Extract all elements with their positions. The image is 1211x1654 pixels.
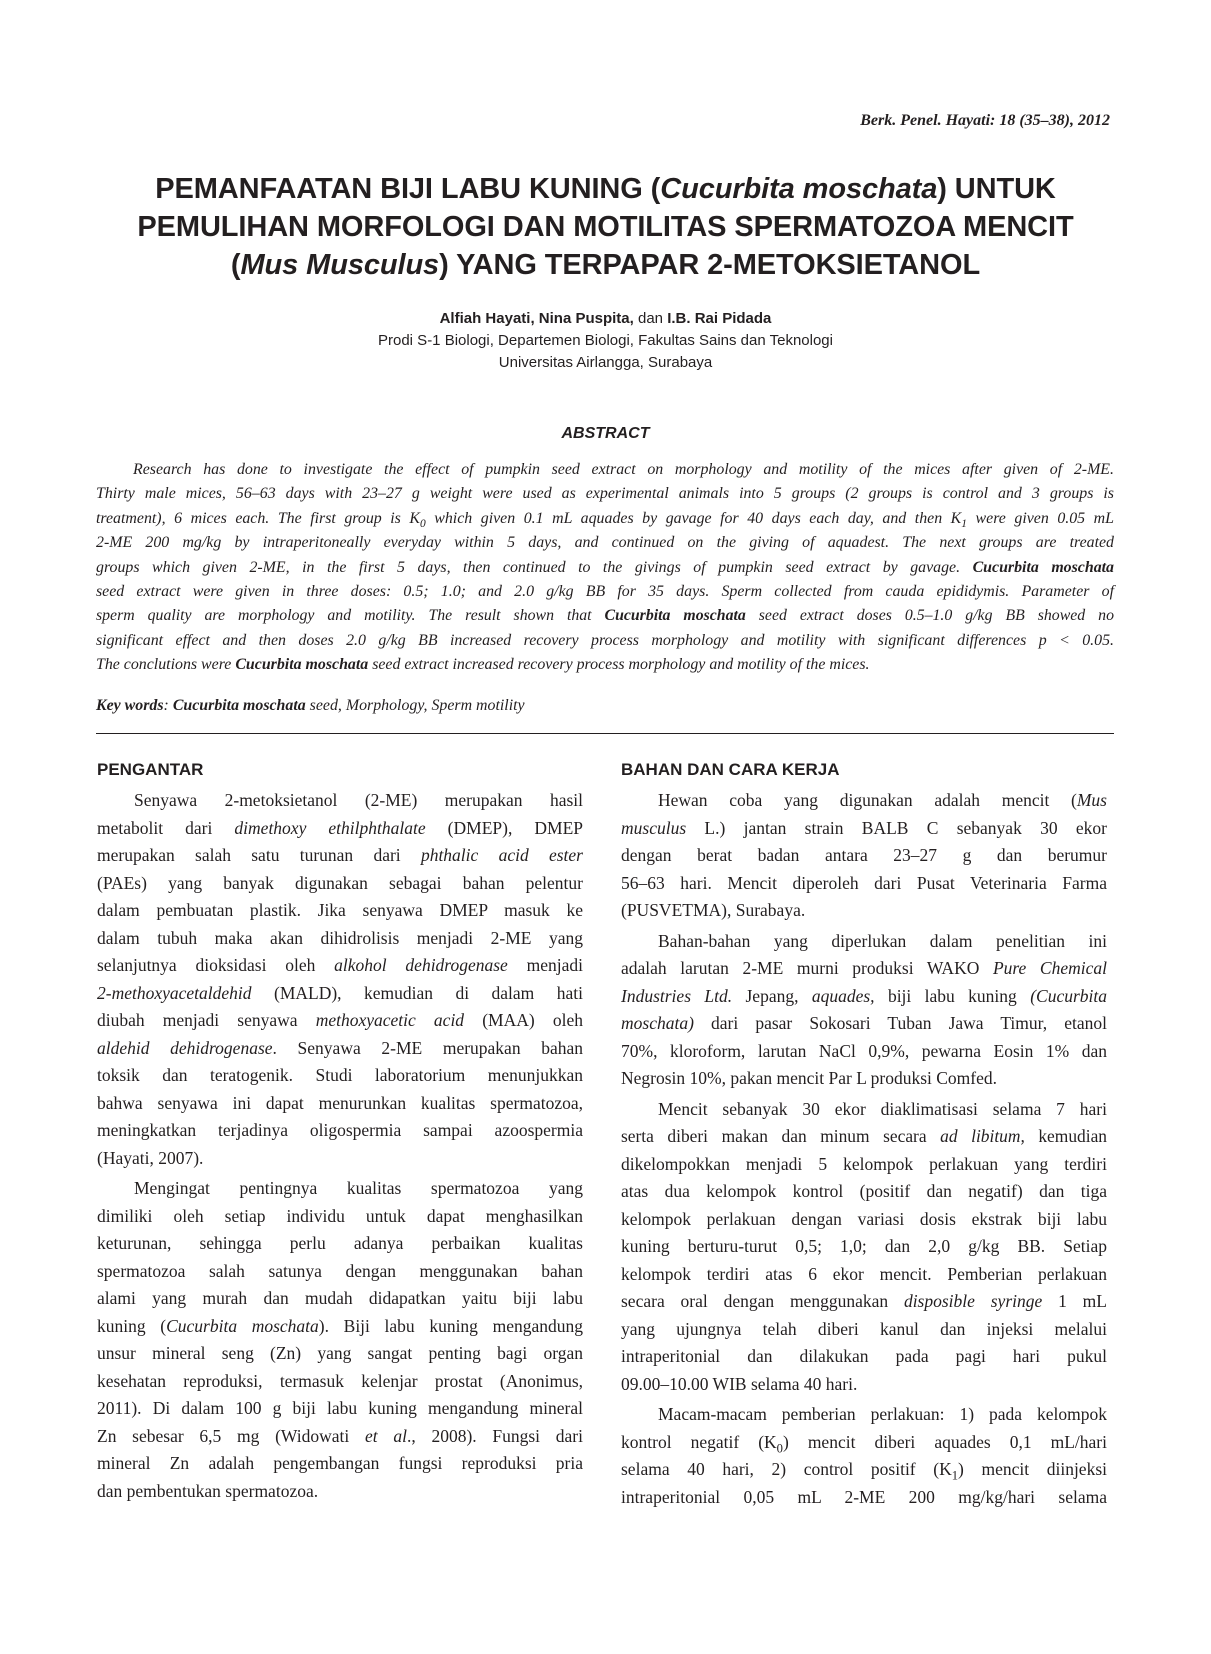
- term: (Cucurbita: [1030, 985, 1107, 1006]
- term: 2-methoxyacetaldehid: [97, 982, 252, 1003]
- keywords-label: Key words: [96, 697, 164, 714]
- author-block: [96, 308, 1115, 374]
- text-line: keturunan, sehingga perlu adanya perbaikan kualitas: [97, 1233, 583, 1253]
- text-line: kelompok perlakuan dengan variasi dosis ekstrak biji labu: [621, 1208, 1107, 1229]
- text-line: dikelompokkan menjadi 5 kelompok perlakuan yang terdiri: [621, 1153, 1107, 1174]
- text-line: kuning berturu-turut 0,5; 1,0; dan 2,0 g/kg BB. Setiap: [621, 1236, 1107, 1256]
- text-line: kelompok terdiri atas 6 ekor mencit. Pemberian perlakuan: [621, 1263, 1107, 1284]
- left-column: [97, 760, 583, 1508]
- keywords-line: [96, 697, 525, 715]
- paragraph: [621, 1096, 1107, 1399]
- term: alkohol dehidrogenase: [334, 955, 508, 975]
- title-text: PEMANFAATAN BIJI LABU KUNING (: [155, 173, 661, 205]
- text: selama 40 hari, 2) control positif (K: [621, 1459, 952, 1479]
- species-name: Cucurbita moschata: [604, 607, 746, 625]
- text: diubah menjadi senyawa: [97, 1010, 316, 1030]
- title-line: PEMULIHAN MORFOLOGI DAN MOTILITAS SPERMATOZOA MENCIT: [137, 211, 1074, 243]
- article-title: [96, 170, 1115, 284]
- text: ) mencit diberi aquades 0,1 mL/hari: [782, 1431, 1107, 1452]
- text-line: [621, 1456, 1107, 1484]
- right-column: [621, 760, 1107, 1514]
- abstract-text: groups which given 2-ME, in the first 5 days, then continued to the givings of pumpkin seed extract by gavage.: [96, 558, 973, 576]
- term: Mus: [1076, 790, 1107, 810]
- text-line: Senyawa 2-metoksietanol (2-ME) merupakan hasil: [134, 790, 583, 810]
- paragraph: [621, 1401, 1107, 1511]
- text: (MALD), kemudian di dalam hati: [251, 982, 583, 1003]
- text-line: (PUSVETMA), Surabaya.: [621, 900, 806, 920]
- text: dari pasar Sokosari Tuban Jawa Timur, etanol: [693, 1013, 1107, 1033]
- term: methoxyacetic acid: [315, 1010, 465, 1030]
- abstract-text: The conclutions were: [96, 656, 236, 674]
- affiliation: Prodi S-1 Biologi, Departemen Biologi, Fakultas Sains dan Teknologi: [378, 332, 833, 349]
- abstract-line: [96, 604, 1114, 628]
- text: Jepang,: [732, 985, 812, 1006]
- keywords-colon: :: [163, 697, 173, 714]
- text-line: (Hayati, 2007).: [97, 1147, 204, 1168]
- text: secara oral dengan menggunakan: [621, 1291, 904, 1311]
- text-line: [97, 815, 583, 843]
- journal-citation: Berk. Penel. Hayati: 18 (35–38), 2012: [860, 112, 1110, 129]
- text-line: [97, 952, 583, 980]
- author-name: Alfiah Hayati, Nina Puspita,: [439, 310, 634, 327]
- abstract-line: [96, 653, 1114, 677]
- abstract-line: seed extract were given in three doses: 0.5; 1.0; and 2.0 g/kg BB for 35 days. Sperm collected from cauda epididymis. Parameter of: [96, 583, 1114, 601]
- text-line: Macam-macam pemberian perlakuan: 1) pada kelompok: [658, 1404, 1107, 1424]
- text: serta diberi makan dan minum secara: [621, 1126, 941, 1146]
- text: menjadi: [507, 955, 583, 975]
- abstract-line: [96, 556, 1114, 580]
- text-line: [621, 1123, 1107, 1151]
- text-line: Mengingat pentingnya kualitas spermatozoa yang: [134, 1178, 583, 1198]
- text: ., 2008). Fungsi dari: [406, 1425, 583, 1446]
- text-line: [621, 955, 1107, 983]
- text-line: dan pembentukan spermatozoa.: [97, 1480, 319, 1501]
- text: metabolit dari: [97, 817, 235, 838]
- text-line: meningkatkan terjadinya oligospermia sampai azoospermia: [97, 1120, 583, 1140]
- text: ). Biji labu kuning mengandung: [318, 1315, 583, 1336]
- text: kemudian: [1024, 1126, 1107, 1146]
- section-divider: [96, 733, 1114, 734]
- title-species: Cucurbita moschata: [660, 173, 938, 205]
- author-names: [96, 308, 1115, 330]
- text-line: 56–63 hari. Mencit diperoleh dari Pusat Veterinaria Farma: [621, 872, 1107, 893]
- keyword: Cucurbita moschata: [172, 697, 306, 714]
- abstract-line: Thirty male mices, 56–63 days with 23–27 g weight were used as experimental animals into 5 groups (2 groups is control and 3 groups is: [96, 485, 1114, 503]
- text-line: [97, 1007, 583, 1035]
- text: 1 mL: [1042, 1291, 1107, 1311]
- author-name: I.B. Rai Pidada: [667, 310, 772, 327]
- text: kuning (: [97, 1315, 167, 1336]
- text-line: [97, 980, 583, 1008]
- subscript: 1: [961, 517, 967, 530]
- text: ) mencit diinjeksi: [958, 1459, 1107, 1479]
- text: Hewan coba yang digunakan adalah mencit (: [658, 790, 1077, 810]
- abstract-text: sperm quality are morphology and motility. The result shown that: [96, 607, 605, 625]
- text-line: [97, 842, 583, 870]
- keyword-list: seed, Morphology, Sperm motility: [305, 697, 525, 714]
- text: merupakan salah satu turunan dari: [97, 845, 421, 865]
- paragraph: [97, 1175, 583, 1505]
- subscript: 1: [951, 1468, 959, 1483]
- abstract-text: seed extract increased recovery process morphology and motility of the mices.: [368, 656, 870, 674]
- text-line: Mencit sebanyak 30 ekor diaklimatisasi selama 7 hari: [658, 1098, 1107, 1119]
- abstract-heading: ABSTRACT: [561, 425, 650, 442]
- term: aquades,: [811, 985, 875, 1006]
- text-line: [621, 815, 1107, 843]
- author-conjunction: dan: [633, 310, 668, 327]
- title-species: Mus Musculus: [240, 249, 440, 281]
- text-line: [97, 1035, 583, 1063]
- subscript: 0: [420, 517, 426, 530]
- text-line: [97, 1313, 583, 1341]
- text-line: dimiliki oleh setiap individu untuk dapat menghasilkan: [97, 1205, 583, 1226]
- text-line: (PAEs) yang banyak digunakan sebagai bahan pelentur: [97, 872, 583, 893]
- text: (DMEP), DMEP: [425, 817, 583, 838]
- text: adalah larutan 2-ME murni produksi WAKO: [621, 958, 993, 978]
- title-line: [96, 246, 1115, 284]
- text-line: atas dua kelompok kontrol (positif dan negatif) dan tiga: [621, 1181, 1107, 1201]
- abstract-text: which given 0.1 mL aquades by gavage for 40 days each day, and then K: [425, 509, 962, 527]
- abstract-line: 2-ME 200 mg/kg by intraperitoneally everyday within 5 days, and continued on the giving of aquadest. The next groups are treated: [96, 534, 1114, 552]
- section-heading-bahan: BAHAN DAN CARA KERJA: [621, 760, 840, 779]
- abstract-text: were given 0.05 mL: [967, 509, 1114, 527]
- abstract-text: seed extract doses 0.5–1.0 g/kg BB showed no: [745, 607, 1114, 625]
- text-line: [621, 983, 1107, 1011]
- text-line: 09.00–10.00 WIB selama 40 hari.: [621, 1373, 858, 1394]
- abstract-body: [96, 458, 1114, 678]
- text-line: [621, 1288, 1107, 1316]
- text: kontrol negatif (K: [621, 1431, 777, 1452]
- paragraph: [97, 787, 583, 1172]
- text-line: yang ujungnya telah diberi kanul dan injeksi melalui: [621, 1318, 1107, 1339]
- abstract-line: Research has done to investigate the effect of pumpkin seed extract on morphology and motility of the mices after given of 2-ME.: [133, 461, 1114, 478]
- text-line: toksik dan teratogenik. Studi laboratorium menunjukkan: [97, 1065, 583, 1085]
- abstract-line: significant effect and then doses 2.0 g/kg BB increased recovery process morphology and motility with significant differences p < 0.05.: [96, 631, 1114, 649]
- title-text: (: [230, 249, 241, 281]
- text-line: [621, 1429, 1107, 1457]
- term: dimethoxy ethilphthalate: [234, 817, 426, 838]
- text-line: [97, 1423, 583, 1451]
- text: selanjutnya dioksidasi oleh: [97, 955, 335, 975]
- term: disposible syringe: [903, 1291, 1043, 1311]
- text-line: intraperitonial dan dilakukan pada pagi hari pukul: [621, 1346, 1107, 1366]
- text-line: Negrosin 10%, pakan mencit Par L produksi Comfed.: [621, 1068, 998, 1088]
- text-line: bahwa senyawa ini dapat menurunkan kualitas spermatozoa,: [97, 1092, 583, 1113]
- text-line: Bahan-bahan yang diperlukan dalam penelitian ini: [658, 930, 1107, 951]
- text: Zn sebesar 6,5 mg (Widowati: [97, 1425, 365, 1446]
- species-name: Cucurbita moschata: [972, 558, 1114, 576]
- text-line: intraperitonial 0,05 mL 2-ME 200 mg/kg/hari selama: [621, 1486, 1107, 1507]
- term: aldehid dehidrogenase: [97, 1037, 273, 1058]
- text-line: dalam tubuh maka akan dihidrolisis menjadi 2-ME yang: [97, 927, 583, 948]
- text: (MAA) oleh: [464, 1010, 583, 1030]
- paragraph: [621, 928, 1107, 1093]
- text-line: kesehatan reproduksi, termasuk kelenjar prostat (Anonimus,: [97, 1370, 583, 1391]
- abstract-line: [96, 507, 1114, 531]
- title-text: ) YANG TERPAPAR 2-METOKSIETANOL: [439, 249, 981, 281]
- text-line: [621, 1010, 1107, 1038]
- text: L.) jantan strain BALB C sebanyak 30 ekor: [686, 817, 1107, 838]
- term: moschata): [621, 1013, 694, 1033]
- term: musculus: [621, 817, 687, 838]
- term: Cucurbita moschata: [166, 1315, 319, 1336]
- text: . Senyawa 2-ME merupakan bahan: [272, 1037, 583, 1058]
- text-line: dalam pembuatan plastik. Jika senyawa DMEP masuk ke: [97, 900, 583, 920]
- affiliation: Universitas Airlangga, Surabaya: [498, 354, 713, 371]
- title-text: ) UNTUK: [937, 173, 1056, 205]
- text-line: [621, 787, 1107, 815]
- text-line: 70%, kloroform, larutan NaCl 0,9%, pewarna Eosin 1% dan: [621, 1040, 1107, 1061]
- text-line: mineral Zn adalah pengembangan fungsi reproduksi pria: [97, 1453, 583, 1473]
- term: Industries Ltd.: [621, 985, 733, 1006]
- text: biji labu kuning: [874, 985, 1031, 1006]
- term: et al: [364, 1425, 407, 1446]
- abstract-text: treatment), 6 mices each. The first group is K: [96, 509, 420, 527]
- species-name: Cucurbita moschata: [235, 656, 369, 674]
- text-line: 2011). Di dalam 100 g biji labu kuning mengandung mineral: [97, 1398, 583, 1418]
- text-line: alami yang murah dan mudah didapatkan yaitu biji labu: [97, 1288, 583, 1308]
- term: ad libitum,: [940, 1126, 1025, 1146]
- text-line: dengan berat badan antara 23–27 g dan berumur: [621, 845, 1107, 865]
- section-heading-pengantar: PENGANTAR: [97, 760, 204, 779]
- title-line: [96, 170, 1115, 208]
- term: Pure Chemical: [992, 958, 1107, 978]
- text-line: spermatozoa salah satunya dengan menggunakan bahan: [97, 1260, 583, 1281]
- term: phthalic acid ester: [420, 845, 583, 865]
- text-line: unsur mineral seng (Zn) yang sangat penting bagi organ: [97, 1343, 583, 1363]
- paragraph: [621, 787, 1107, 925]
- subscript: 0: [776, 1441, 783, 1455]
